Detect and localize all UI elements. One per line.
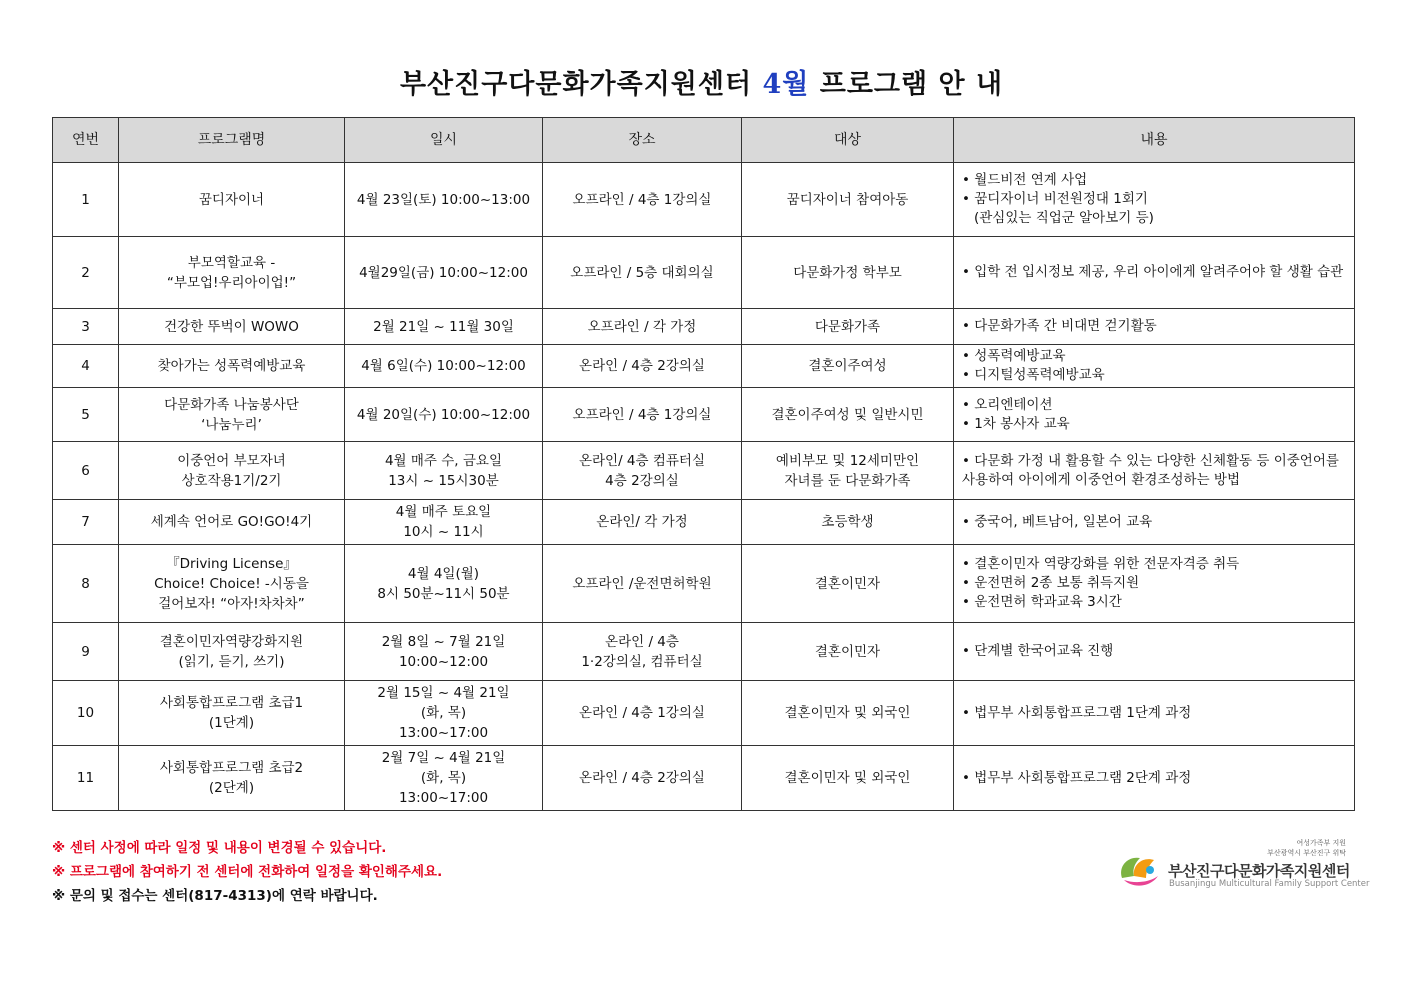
cell-datetime: 4월 4일(월) 8시 50분~11시 50분 xyxy=(345,545,543,623)
cell-datetime: 4월29일(금) 10:00~12:00 xyxy=(345,237,543,309)
cell-content xyxy=(954,746,1355,811)
table-row xyxy=(53,545,1355,623)
content-item: • 1차 봉사자 교육 xyxy=(962,415,1348,434)
content-list xyxy=(962,704,1348,723)
table-body xyxy=(53,163,1355,811)
content-list xyxy=(962,513,1348,532)
cell-datetime: 4월 23일(토) 10:00~13:00 xyxy=(345,163,543,237)
table-row xyxy=(53,623,1355,681)
cell-content xyxy=(954,345,1355,388)
cell-target: 꿈디자이너 참여아동 xyxy=(742,163,954,237)
cell-datetime: 2월 8일 ~ 7월 21일 10:00~12:00 xyxy=(345,623,543,681)
cell-no: 9 xyxy=(53,623,119,681)
cell-place: 온라인 / 4층 2강의실 xyxy=(543,746,742,811)
table-row xyxy=(53,388,1355,442)
cell-content xyxy=(954,442,1355,500)
cell-no: 1 xyxy=(53,163,119,237)
cell-content xyxy=(954,623,1355,681)
content-list xyxy=(962,642,1348,661)
table-row xyxy=(53,345,1355,388)
cell-place: 온라인 / 4층 2강의실 xyxy=(543,345,742,388)
cell-no: 3 xyxy=(53,309,119,345)
logo-mark-icon xyxy=(1116,848,1164,890)
content-list xyxy=(962,171,1348,228)
table-row xyxy=(53,746,1355,811)
table-row xyxy=(53,309,1355,345)
content-list xyxy=(962,396,1348,434)
content-list xyxy=(962,452,1348,490)
content-list xyxy=(962,347,1348,385)
cell-name: 꿈디자이너 xyxy=(119,163,345,237)
cell-datetime: 4월 20일(수) 10:00~12:00 xyxy=(345,388,543,442)
cell-name: 부모역할교육 - “부모업!우리아이업!” xyxy=(119,237,345,309)
header-datetime: 일시 xyxy=(345,118,543,163)
cell-datetime: 2월 7일 ~ 4월 21일 (화, 목) 13:00~17:00 xyxy=(345,746,543,811)
cell-no: 8 xyxy=(53,545,119,623)
program-table xyxy=(52,117,1355,811)
cell-name: 건강한 뚜벅이 WOWO xyxy=(119,309,345,345)
cell-content xyxy=(954,309,1355,345)
cell-name: 사회통합프로그램 초급1 (1단계) xyxy=(119,681,345,746)
cell-name: 사회통합프로그램 초급2 (2단계) xyxy=(119,746,345,811)
logo-english: Busanjingu Multicultural Family Support Center xyxy=(1169,879,1370,889)
header-target: 대상 xyxy=(742,118,954,163)
cell-target: 결혼이주여성 xyxy=(742,345,954,388)
content-item: (관심있는 직업군 알아보기 등) xyxy=(974,210,1154,226)
cell-no: 6 xyxy=(53,442,119,500)
cell-target: 결혼이민자 및 외국인 xyxy=(742,746,954,811)
table-row xyxy=(53,442,1355,500)
cell-content xyxy=(954,681,1355,746)
note-confirm: ※ 프로그램에 참여하기 전 센터에 전화하여 일정을 확인해주세요. xyxy=(52,864,443,880)
cell-target: 초등학생 xyxy=(742,500,954,545)
cell-target: 결혼이민자 및 외국인 xyxy=(742,681,954,746)
note-change: ※ 센터 사정에 따라 일정 및 내용이 변경될 수 있습니다. xyxy=(52,840,387,856)
content-list xyxy=(962,263,1348,282)
cell-place: 온라인/ 4층 컴퓨터실 4층 2강의실 xyxy=(543,442,742,500)
cell-content xyxy=(954,500,1355,545)
cell-datetime: 4월 매주 수, 금요일 13시 ~ 15시30분 xyxy=(345,442,543,500)
cell-no: 7 xyxy=(53,500,119,545)
cell-no: 5 xyxy=(53,388,119,442)
title-suffix: 프로그램 안 내 xyxy=(819,69,1004,100)
cell-content xyxy=(954,163,1355,237)
content-item: • 법무부 사회통합프로그램 2단계 과정 xyxy=(962,769,1348,788)
content-item: • 다문화 가정 내 활용할 수 있는 다양한 신체활동 등 이중언어를 사용하여 아이에게 이중언어 환경조성하는 방법 xyxy=(962,452,1348,490)
logo-name: 부산진구다문화가족지원센터 xyxy=(1168,862,1350,880)
title-month: 4월 xyxy=(762,69,810,100)
content-item: • 다문화가족 간 비대면 걷기활동 xyxy=(962,317,1348,336)
cell-content xyxy=(954,237,1355,309)
cell-datetime: 4월 6일(수) 10:00~12:00 xyxy=(345,345,543,388)
notes xyxy=(52,836,442,908)
cell-place: 오프라인 /운전면허학원 xyxy=(543,545,742,623)
header-content: 내용 xyxy=(954,118,1355,163)
content-item: • 운전면허 2종 보통 취득지원 xyxy=(962,574,1348,593)
cell-name: 이중언어 부모자녀 상호작용1기/2기 xyxy=(119,442,345,500)
header-place: 장소 xyxy=(543,118,742,163)
cell-place: 온라인 / 4층 1강의실 xyxy=(543,681,742,746)
header-no: 연번 xyxy=(53,118,119,163)
content-item: • 법무부 사회통합프로그램 1단계 과정 xyxy=(962,704,1348,723)
cell-target: 다문화가정 학부모 xyxy=(742,237,954,309)
cell-place: 오프라인 / 각 가정 xyxy=(543,309,742,345)
logo-sponsor-line2: 부산광역시 부산진구 위탁 xyxy=(1267,849,1346,857)
cell-place: 오프라인 / 4층 1강의실 xyxy=(543,163,742,237)
table-row xyxy=(53,163,1355,237)
cell-place: 오프라인 / 5층 대회의실 xyxy=(543,237,742,309)
content-list xyxy=(962,555,1348,612)
cell-target: 결혼이민자 xyxy=(742,623,954,681)
cell-datetime: 4월 매주 토요일 10시 ~ 11시 xyxy=(345,500,543,545)
cell-name: 찾아가는 성폭력예방교육 xyxy=(119,345,345,388)
logo-sponsor-line1: 여성가족부 지원 xyxy=(1296,839,1346,847)
page-title xyxy=(0,62,1403,101)
table-row xyxy=(53,500,1355,545)
header-name: 프로그램명 xyxy=(119,118,345,163)
cell-name: 결혼이민자역량강화지원 (읽기, 듣기, 쓰기) xyxy=(119,623,345,681)
note-contact: ※ 문의 및 접수는 센터(817-4313)에 연락 바랍니다. xyxy=(52,888,378,904)
cell-content xyxy=(954,388,1355,442)
content-item: • 중국어, 베트남어, 일본어 교육 xyxy=(962,513,1348,532)
center-logo xyxy=(1116,838,1370,894)
cell-target: 결혼이주여성 및 일반시민 xyxy=(742,388,954,442)
cell-target: 결혼이민자 xyxy=(742,545,954,623)
content-item: • 운전면허 학과교육 3시간 xyxy=(962,593,1348,612)
cell-datetime: 2월 15일 ~ 4월 21일 (화, 목) 13:00~17:00 xyxy=(345,681,543,746)
cell-name: 『Driving License』 Choice! Choice! -시동을 걸어보자! “아자!차차차” xyxy=(119,545,345,623)
content-list xyxy=(962,317,1348,336)
cell-datetime: 2월 21일 ~ 11월 30일 xyxy=(345,309,543,345)
content-item: • 성폭력예방교육 xyxy=(962,347,1348,366)
content-item: • 월드비전 연계 사업 xyxy=(962,171,1348,190)
cell-no: 10 xyxy=(53,681,119,746)
title-prefix: 부산진구다문화가족지원센터 xyxy=(399,69,753,100)
cell-place: 온라인/ 각 가정 xyxy=(543,500,742,545)
cell-no: 4 xyxy=(53,345,119,388)
content-item: • 꿈디자이너 비전원정대 1회기 xyxy=(962,190,1348,209)
cell-place: 온라인 / 4층 1·2강의실, 컴퓨터실 xyxy=(543,623,742,681)
logo-sponsor-text xyxy=(1267,838,1346,858)
table-header-row xyxy=(53,118,1355,163)
cell-no: 11 xyxy=(53,746,119,811)
cell-content xyxy=(954,545,1355,623)
content-item: • 디지털성폭력예방교육 xyxy=(962,366,1348,385)
cell-name: 다문화가족 나눔봉사단 ‘나눔누리’ xyxy=(119,388,345,442)
content-item: • 입학 전 입시정보 제공, 우리 아이에게 알려주어야 할 생활 습관 xyxy=(962,263,1348,282)
content-item: • 단계별 한국어교육 진행 xyxy=(962,642,1348,661)
cell-target: 예비부모 및 12세미만인 자녀를 둔 다문화가족 xyxy=(742,442,954,500)
content-item: • 오리엔테이션 xyxy=(962,396,1348,415)
table-row xyxy=(53,237,1355,309)
cell-place: 오프라인 / 4층 1강의실 xyxy=(543,388,742,442)
cell-no: 2 xyxy=(53,237,119,309)
cell-target: 다문화가족 xyxy=(742,309,954,345)
content-item: • 결혼이민자 역량강화를 위한 전문자격증 취득 xyxy=(962,555,1348,574)
table-row xyxy=(53,681,1355,746)
content-list xyxy=(962,769,1348,788)
cell-name: 세계속 언어로 GO!GO!4기 xyxy=(119,500,345,545)
